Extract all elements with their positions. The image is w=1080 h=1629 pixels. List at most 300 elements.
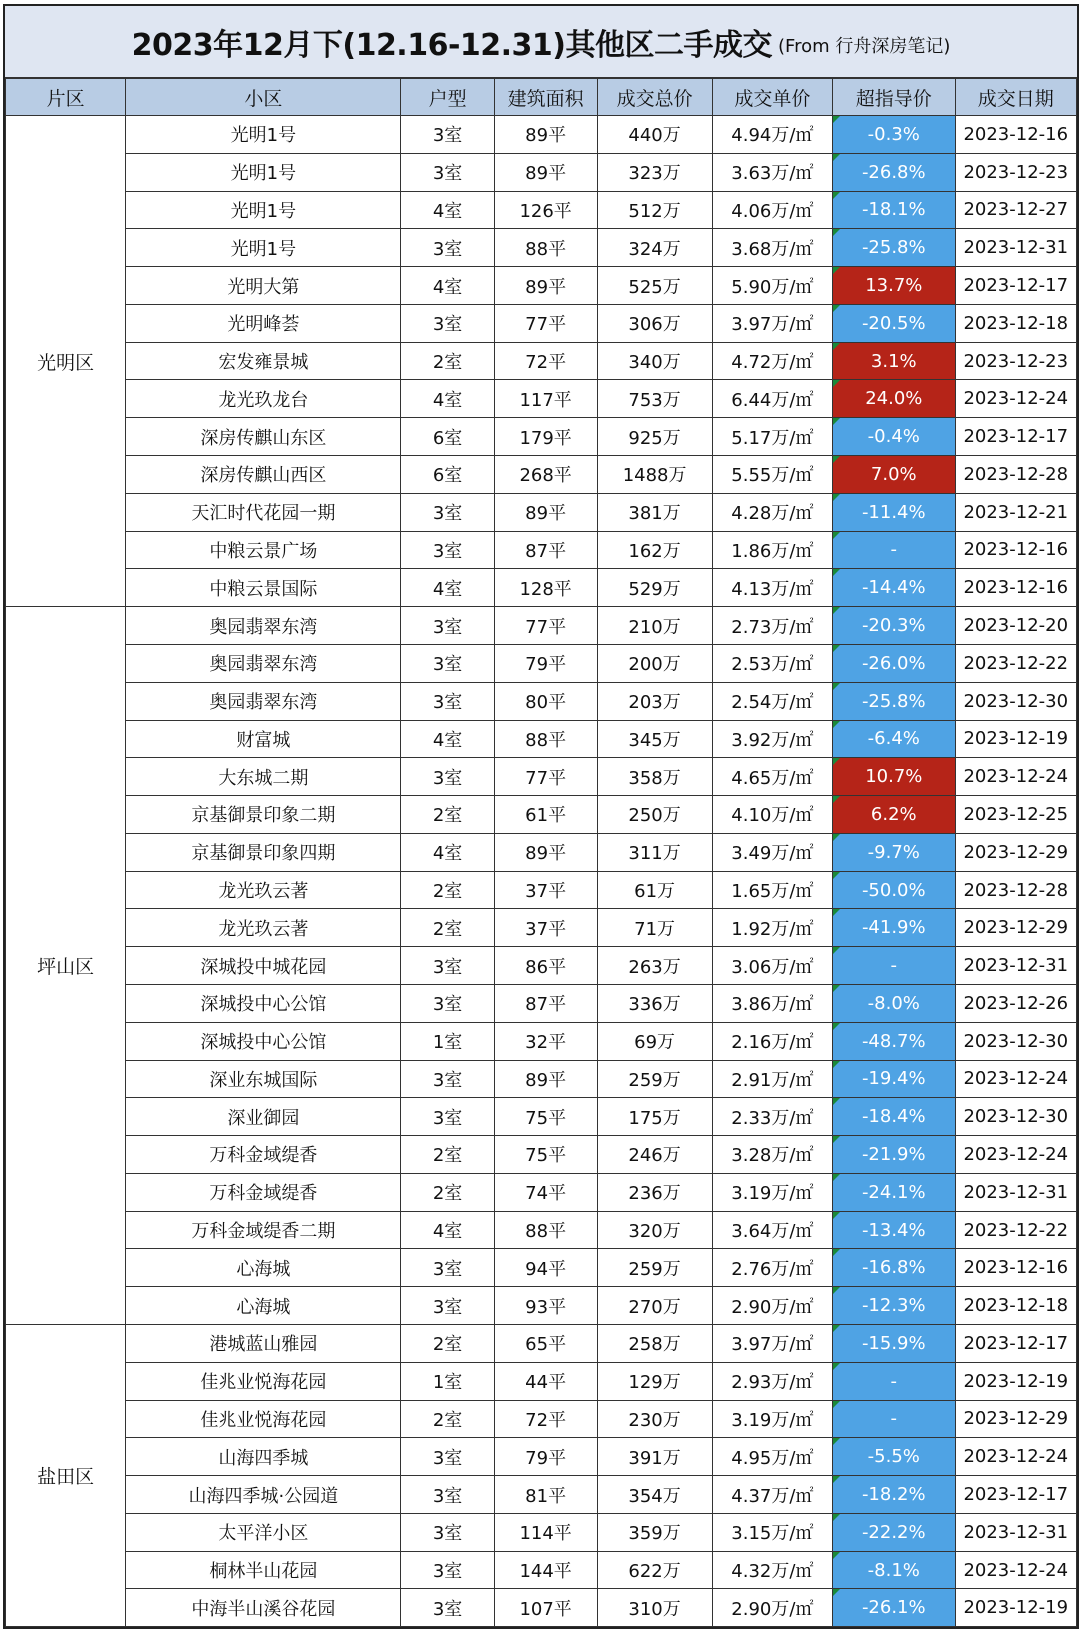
area-cell: 88平 (494, 720, 597, 758)
above-guide-cell: - (833, 1362, 955, 1400)
community-cell: 中粮云景广场 (126, 531, 401, 569)
above-guide-cell: -18.4% (833, 1098, 955, 1136)
above-guide-cell: -18.1% (833, 191, 955, 229)
table-row (6, 644, 1077, 682)
layout-cell: 1室 (401, 1362, 494, 1400)
community-cell: 光明峰荟 (126, 304, 401, 342)
table-row (6, 1476, 1077, 1514)
layout-cell: 3室 (401, 116, 494, 154)
unit-price-cell: 4.95万/㎡ (712, 1438, 832, 1476)
table-row (6, 1362, 1077, 1400)
community-cell: 京基御景印象二期 (126, 796, 401, 834)
area-cell: 44平 (494, 1362, 597, 1400)
above-guide-cell: 24.0% (833, 380, 955, 418)
area-cell: 88平 (494, 1211, 597, 1249)
community-cell: 光明大第 (126, 267, 401, 305)
table-row (6, 833, 1077, 871)
table-row (6, 1022, 1077, 1060)
table-row (6, 1551, 1077, 1589)
area-cell: 72平 (494, 1400, 597, 1438)
layout-cell: 2室 (401, 1400, 494, 1438)
table-row (6, 1211, 1077, 1249)
table-row (6, 569, 1077, 607)
table-row (6, 909, 1077, 947)
date-cell: 2023-12-31 (955, 229, 1076, 267)
layout-cell: 6室 (401, 418, 494, 456)
total-price-cell: 259万 (597, 1249, 712, 1287)
unit-price-cell: 2.53万/㎡ (712, 644, 832, 682)
header-layout: 户型 (401, 79, 494, 116)
date-cell: 2023-12-31 (955, 1513, 1076, 1551)
table-row (6, 304, 1077, 342)
unit-price-cell: 4.32万/㎡ (712, 1551, 832, 1589)
area-cell: 117平 (494, 380, 597, 418)
community-cell: 光明1号 (126, 153, 401, 191)
above-guide-cell: -25.8% (833, 682, 955, 720)
date-cell: 2023-12-31 (955, 1173, 1076, 1211)
total-price-cell: 61万 (597, 871, 712, 909)
total-price-cell: 512万 (597, 191, 712, 229)
date-cell: 2023-12-16 (955, 1249, 1076, 1287)
area-cell: 65平 (494, 1325, 597, 1363)
unit-price-cell: 3.64万/㎡ (712, 1211, 832, 1249)
layout-cell: 2室 (401, 342, 494, 380)
date-cell: 2023-12-23 (955, 153, 1076, 191)
total-price-cell: 753万 (597, 380, 712, 418)
area-cell: 144平 (494, 1551, 597, 1589)
area-cell: 179平 (494, 418, 597, 456)
district-cell: 光明区 (6, 116, 126, 607)
date-cell: 2023-12-28 (955, 871, 1076, 909)
date-cell: 2023-12-24 (955, 1438, 1076, 1476)
date-cell: 2023-12-16 (955, 116, 1076, 154)
area-cell: 80平 (494, 682, 597, 720)
date-cell: 2023-12-23 (955, 342, 1076, 380)
above-guide-cell: -6.4% (833, 720, 955, 758)
area-cell: 37平 (494, 909, 597, 947)
area-cell: 89平 (494, 116, 597, 154)
layout-cell: 3室 (401, 1438, 494, 1476)
unit-price-cell: 4.37万/㎡ (712, 1476, 832, 1514)
above-guide-cell: -20.5% (833, 304, 955, 342)
table-body (6, 116, 1077, 1627)
table-row (6, 984, 1077, 1022)
table-row (6, 267, 1077, 305)
layout-cell: 3室 (401, 644, 494, 682)
title-main: 2023年12月下(12.16-12.31)其他区二手成交 (131, 27, 773, 63)
community-cell: 万科金域缇香二期 (126, 1211, 401, 1249)
total-price-cell: 69万 (597, 1022, 712, 1060)
total-price-cell: 210万 (597, 607, 712, 645)
table-row (6, 493, 1077, 531)
sheet-title (5, 6, 1077, 78)
total-price-cell: 250万 (597, 796, 712, 834)
layout-cell: 2室 (401, 1136, 494, 1174)
unit-price-cell: 2.16万/㎡ (712, 1022, 832, 1060)
above-guide-cell: -48.7% (833, 1022, 955, 1060)
table-row (6, 229, 1077, 267)
date-cell: 2023-12-19 (955, 1362, 1076, 1400)
title-source: (From 行舟深房笔记) (778, 35, 951, 57)
total-price-cell: 525万 (597, 267, 712, 305)
area-cell: 114平 (494, 1513, 597, 1551)
date-cell: 2023-12-17 (955, 1476, 1076, 1514)
unit-price-cell: 3.49万/㎡ (712, 833, 832, 871)
community-cell: 万科金域缇香 (126, 1173, 401, 1211)
area-cell: 87平 (494, 984, 597, 1022)
date-cell: 2023-12-18 (955, 304, 1076, 342)
layout-cell: 2室 (401, 1325, 494, 1363)
area-cell: 75平 (494, 1136, 597, 1174)
above-guide-cell: -0.4% (833, 418, 955, 456)
above-guide-cell: -24.1% (833, 1173, 955, 1211)
header-unit-price: 成交单价 (712, 79, 832, 116)
date-cell: 2023-12-24 (955, 1136, 1076, 1174)
total-price-cell: 311万 (597, 833, 712, 871)
date-cell: 2023-12-18 (955, 1287, 1076, 1325)
above-guide-cell: 3.1% (833, 342, 955, 380)
area-cell: 32平 (494, 1022, 597, 1060)
date-cell: 2023-12-30 (955, 1098, 1076, 1136)
date-cell: 2023-12-17 (955, 1325, 1076, 1363)
unit-price-cell: 3.19万/㎡ (712, 1400, 832, 1438)
community-cell: 深城投中心公馆 (126, 1022, 401, 1060)
area-cell: 77平 (494, 758, 597, 796)
community-cell: 万科金域缇香 (126, 1136, 401, 1174)
total-price-cell: 440万 (597, 116, 712, 154)
unit-price-cell: 3.97万/㎡ (712, 304, 832, 342)
community-cell: 龙光玖龙台 (126, 380, 401, 418)
above-guide-cell: 7.0% (833, 456, 955, 494)
unit-price-cell: 6.44万/㎡ (712, 380, 832, 418)
total-price-cell: 263万 (597, 947, 712, 985)
layout-cell: 3室 (401, 229, 494, 267)
above-guide-cell: -41.9% (833, 909, 955, 947)
total-price-cell: 270万 (597, 1287, 712, 1325)
community-cell: 光明1号 (126, 116, 401, 154)
community-cell: 深业御园 (126, 1098, 401, 1136)
total-price-cell: 1488万 (597, 456, 712, 494)
total-price-cell: 324万 (597, 229, 712, 267)
header-community: 小区 (126, 79, 401, 116)
above-guide-cell: -26.0% (833, 644, 955, 682)
layout-cell: 2室 (401, 909, 494, 947)
unit-price-cell: 5.55万/㎡ (712, 456, 832, 494)
area-cell: 61平 (494, 796, 597, 834)
unit-price-cell: 2.91万/㎡ (712, 1060, 832, 1098)
community-cell: 奥园翡翠东湾 (126, 607, 401, 645)
community-cell: 佳兆业悦海花园 (126, 1400, 401, 1438)
community-cell: 深城投中城花园 (126, 947, 401, 985)
date-cell: 2023-12-30 (955, 682, 1076, 720)
layout-cell: 2室 (401, 871, 494, 909)
layout-cell: 3室 (401, 1287, 494, 1325)
layout-cell: 3室 (401, 1476, 494, 1514)
date-cell: 2023-12-19 (955, 1589, 1076, 1627)
header-above-guide: 超指导价 (833, 79, 955, 116)
area-cell: 75平 (494, 1098, 597, 1136)
date-cell: 2023-12-17 (955, 418, 1076, 456)
area-cell: 89平 (494, 1060, 597, 1098)
table-row (6, 1400, 1077, 1438)
table-row (6, 191, 1077, 229)
area-cell: 86平 (494, 947, 597, 985)
community-cell: 山海四季城·公园道 (126, 1476, 401, 1514)
total-price-cell: 622万 (597, 1551, 712, 1589)
layout-cell: 3室 (401, 1098, 494, 1136)
unit-price-cell: 4.94万/㎡ (712, 116, 832, 154)
community-cell: 深城投中心公馆 (126, 984, 401, 1022)
unit-price-cell: 3.92万/㎡ (712, 720, 832, 758)
area-cell: 72平 (494, 342, 597, 380)
table-row (6, 1513, 1077, 1551)
community-cell: 财富城 (126, 720, 401, 758)
area-cell: 89平 (494, 153, 597, 191)
layout-cell: 4室 (401, 1211, 494, 1249)
date-cell: 2023-12-22 (955, 644, 1076, 682)
table-row (6, 1287, 1077, 1325)
above-guide-cell: 13.7% (833, 267, 955, 305)
unit-price-cell: 4.65万/㎡ (712, 758, 832, 796)
community-cell: 心海城 (126, 1287, 401, 1325)
unit-price-cell: 2.93万/㎡ (712, 1362, 832, 1400)
table-row (6, 871, 1077, 909)
community-cell: 中粮云景国际 (126, 569, 401, 607)
community-cell: 深房传麒山西区 (126, 456, 401, 494)
table-row (6, 1060, 1077, 1098)
above-guide-cell: -9.7% (833, 833, 955, 871)
date-cell: 2023-12-29 (955, 1400, 1076, 1438)
unit-price-cell: 3.86万/㎡ (712, 984, 832, 1022)
table-row (6, 1438, 1077, 1476)
layout-cell: 4室 (401, 191, 494, 229)
unit-price-cell: 4.72万/㎡ (712, 342, 832, 380)
community-cell: 港城蓝山雅园 (126, 1325, 401, 1363)
community-cell: 中海半山溪谷花园 (126, 1589, 401, 1627)
date-cell: 2023-12-24 (955, 758, 1076, 796)
above-guide-cell: 10.7% (833, 758, 955, 796)
total-price-cell: 320万 (597, 1211, 712, 1249)
area-cell: 77平 (494, 304, 597, 342)
above-guide-cell: -16.8% (833, 1249, 955, 1287)
total-price-cell: 71万 (597, 909, 712, 947)
community-cell: 龙光玖云著 (126, 909, 401, 947)
date-cell: 2023-12-19 (955, 720, 1076, 758)
layout-cell: 3室 (401, 984, 494, 1022)
community-cell: 桐林半山花园 (126, 1551, 401, 1589)
total-price-cell: 354万 (597, 1476, 712, 1514)
layout-cell: 3室 (401, 304, 494, 342)
date-cell: 2023-12-24 (955, 380, 1076, 418)
header-area: 建筑面积 (494, 79, 597, 116)
unit-price-cell: 3.97万/㎡ (712, 1325, 832, 1363)
table-row (6, 1098, 1077, 1136)
unit-price-cell: 2.90万/㎡ (712, 1287, 832, 1325)
above-guide-cell: - (833, 531, 955, 569)
table-row (6, 1325, 1077, 1363)
date-cell: 2023-12-24 (955, 1060, 1076, 1098)
total-price-cell: 258万 (597, 1325, 712, 1363)
table-row (6, 1249, 1077, 1287)
total-price-cell: 162万 (597, 531, 712, 569)
total-price-cell: 175万 (597, 1098, 712, 1136)
total-price-cell: 230万 (597, 1400, 712, 1438)
area-cell: 94平 (494, 1249, 597, 1287)
above-guide-cell: -26.8% (833, 153, 955, 191)
table-row (6, 342, 1077, 380)
table-row (6, 1589, 1077, 1627)
total-price-cell: 358万 (597, 758, 712, 796)
total-price-cell: 200万 (597, 644, 712, 682)
date-cell: 2023-12-21 (955, 493, 1076, 531)
unit-price-cell: 4.06万/㎡ (712, 191, 832, 229)
above-guide-cell: -8.0% (833, 984, 955, 1022)
table-row (6, 947, 1077, 985)
unit-price-cell: 3.68万/㎡ (712, 229, 832, 267)
date-cell: 2023-12-24 (955, 1551, 1076, 1589)
header-date: 成交日期 (955, 79, 1076, 116)
above-guide-cell: -12.3% (833, 1287, 955, 1325)
layout-cell: 3室 (401, 682, 494, 720)
date-cell: 2023-12-16 (955, 569, 1076, 607)
table-row (6, 380, 1077, 418)
unit-price-cell: 2.33万/㎡ (712, 1098, 832, 1136)
above-guide-cell: -8.1% (833, 1551, 955, 1589)
date-cell: 2023-12-22 (955, 1211, 1076, 1249)
header-total-price: 成交总价 (597, 79, 712, 116)
unit-price-cell: 2.54万/㎡ (712, 682, 832, 720)
unit-price-cell: 3.63万/㎡ (712, 153, 832, 191)
date-cell: 2023-12-26 (955, 984, 1076, 1022)
above-guide-cell: -26.1% (833, 1589, 955, 1627)
area-cell: 87平 (494, 531, 597, 569)
total-price-cell: 391万 (597, 1438, 712, 1476)
total-price-cell: 925万 (597, 418, 712, 456)
layout-cell: 3室 (401, 153, 494, 191)
layout-cell: 3室 (401, 1551, 494, 1589)
community-cell: 深业东城国际 (126, 1060, 401, 1098)
above-guide-cell: -18.2% (833, 1476, 955, 1514)
date-cell: 2023-12-28 (955, 456, 1076, 494)
total-price-cell: 310万 (597, 1589, 712, 1627)
unit-price-cell: 3.15万/㎡ (712, 1513, 832, 1551)
layout-cell: 3室 (401, 607, 494, 645)
date-cell: 2023-12-31 (955, 947, 1076, 985)
community-cell: 心海城 (126, 1249, 401, 1287)
layout-cell: 4室 (401, 267, 494, 305)
above-guide-cell: -5.5% (833, 1438, 955, 1476)
layout-cell: 4室 (401, 720, 494, 758)
layout-cell: 3室 (401, 493, 494, 531)
total-price-cell: 340万 (597, 342, 712, 380)
table-row (6, 116, 1077, 154)
area-cell: 107平 (494, 1589, 597, 1627)
table-row (6, 531, 1077, 569)
header-row (6, 79, 1077, 116)
area-cell: 128平 (494, 569, 597, 607)
table-row (6, 720, 1077, 758)
unit-price-cell: 1.86万/㎡ (712, 531, 832, 569)
community-cell: 龙光玖云著 (126, 871, 401, 909)
layout-cell: 4室 (401, 833, 494, 871)
table-row (6, 682, 1077, 720)
district-cell: 坪山区 (6, 607, 126, 1325)
unit-price-cell: 2.76万/㎡ (712, 1249, 832, 1287)
above-guide-cell: -22.2% (833, 1513, 955, 1551)
date-cell: 2023-12-17 (955, 267, 1076, 305)
layout-cell: 1室 (401, 1022, 494, 1060)
area-cell: 79平 (494, 1438, 597, 1476)
layout-cell: 4室 (401, 569, 494, 607)
community-cell: 宏发雍景城 (126, 342, 401, 380)
community-cell: 京基御景印象四期 (126, 833, 401, 871)
above-guide-cell: -20.3% (833, 607, 955, 645)
layout-cell: 2室 (401, 796, 494, 834)
total-price-cell: 323万 (597, 153, 712, 191)
layout-cell: 2室 (401, 1173, 494, 1211)
above-guide-cell: -19.4% (833, 1060, 955, 1098)
date-cell: 2023-12-20 (955, 607, 1076, 645)
unit-price-cell: 4.28万/㎡ (712, 493, 832, 531)
header-district: 片区 (6, 79, 126, 116)
above-guide-cell: -11.4% (833, 493, 955, 531)
layout-cell: 3室 (401, 758, 494, 796)
above-guide-cell: - (833, 947, 955, 985)
above-guide-cell: -21.9% (833, 1136, 955, 1174)
date-cell: 2023-12-27 (955, 191, 1076, 229)
date-cell: 2023-12-16 (955, 531, 1076, 569)
community-cell: 奥园翡翠东湾 (126, 682, 401, 720)
above-guide-cell: - (833, 1400, 955, 1438)
community-cell: 深房传麒山东区 (126, 418, 401, 456)
unit-price-cell: 1.65万/㎡ (712, 871, 832, 909)
area-cell: 74平 (494, 1173, 597, 1211)
area-cell: 89平 (494, 267, 597, 305)
layout-cell: 3室 (401, 531, 494, 569)
unit-price-cell: 4.13万/㎡ (712, 569, 832, 607)
layout-cell: 3室 (401, 1513, 494, 1551)
above-guide-cell: -50.0% (833, 871, 955, 909)
unit-price-cell: 1.92万/㎡ (712, 909, 832, 947)
area-cell: 37平 (494, 871, 597, 909)
above-guide-cell: -14.4% (833, 569, 955, 607)
area-cell: 268平 (494, 456, 597, 494)
total-price-cell: 336万 (597, 984, 712, 1022)
date-cell: 2023-12-30 (955, 1022, 1076, 1060)
area-cell: 77平 (494, 607, 597, 645)
area-cell: 89平 (494, 833, 597, 871)
unit-price-cell: 5.17万/㎡ (712, 418, 832, 456)
table-row (6, 153, 1077, 191)
area-cell: 81平 (494, 1476, 597, 1514)
total-price-cell: 529万 (597, 569, 712, 607)
layout-cell: 3室 (401, 1589, 494, 1627)
area-cell: 88平 (494, 229, 597, 267)
total-price-cell: 246万 (597, 1136, 712, 1174)
layout-cell: 3室 (401, 1249, 494, 1287)
total-price-cell: 381万 (597, 493, 712, 531)
date-cell: 2023-12-29 (955, 833, 1076, 871)
table-row (6, 607, 1077, 645)
unit-price-cell: 5.90万/㎡ (712, 267, 832, 305)
unit-price-cell: 3.28万/㎡ (712, 1136, 832, 1174)
community-cell: 大东城二期 (126, 758, 401, 796)
area-cell: 89平 (494, 493, 597, 531)
unit-price-cell: 3.06万/㎡ (712, 947, 832, 985)
district-cell: 盐田区 (6, 1325, 126, 1627)
above-guide-cell: 6.2% (833, 796, 955, 834)
date-cell: 2023-12-29 (955, 909, 1076, 947)
